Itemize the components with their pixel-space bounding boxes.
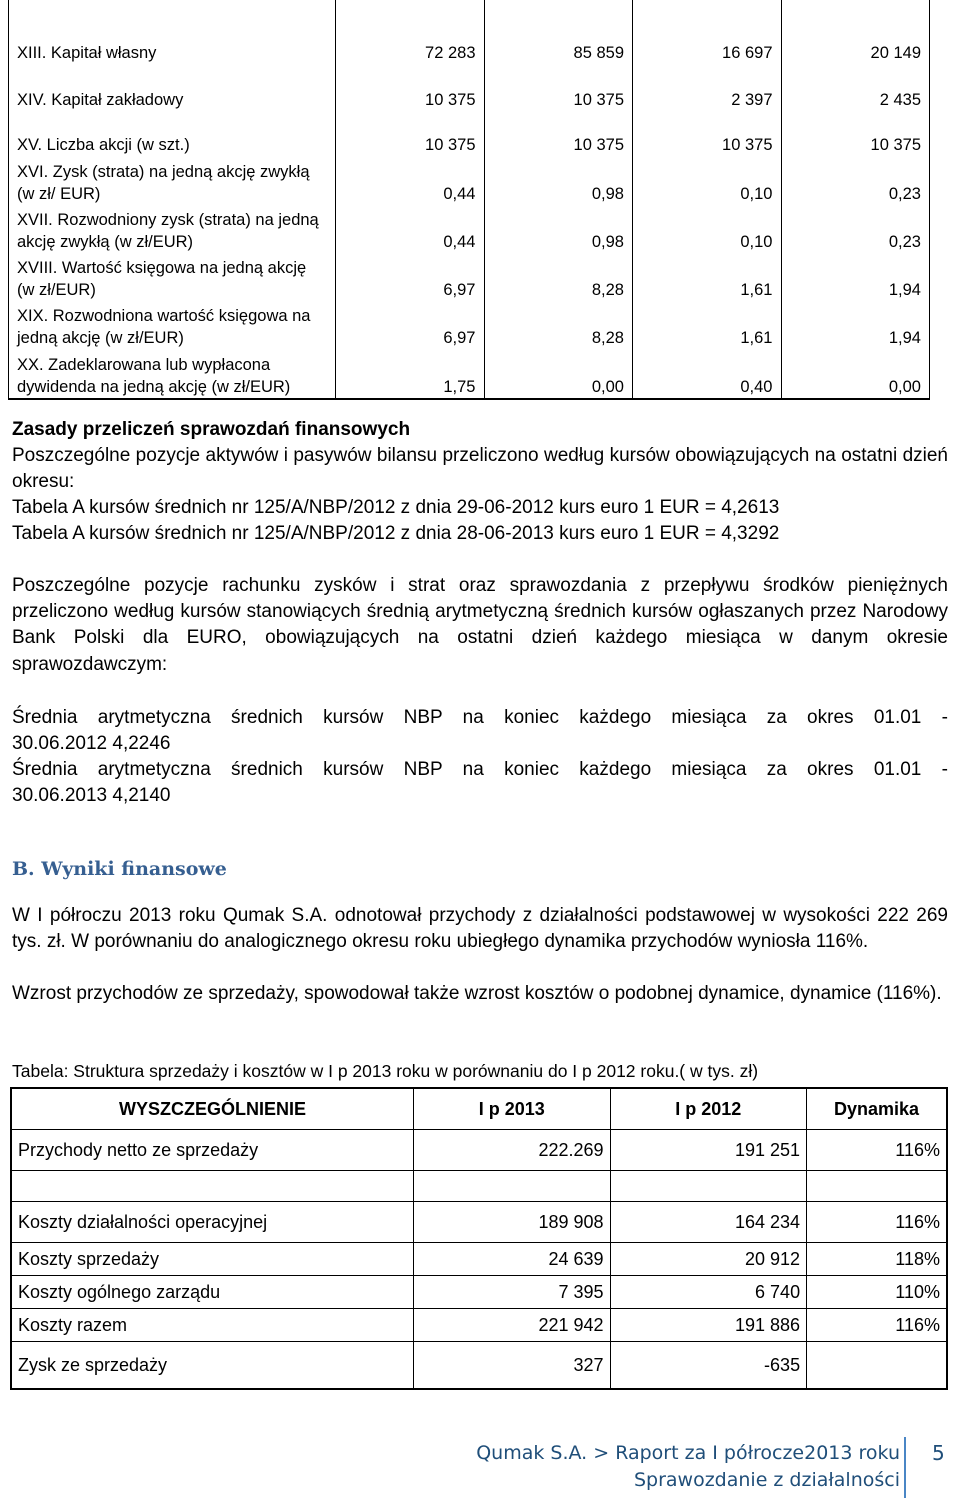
cell-value: 0,44 bbox=[336, 156, 485, 205]
row-label: XVIII. Wartość księgowa na jedną akcję (w zł/EUR) bbox=[9, 253, 336, 301]
table-row bbox=[9, 205, 930, 253]
cell-value: 221 942 bbox=[413, 1309, 610, 1342]
zasady-heading: Zasady przeliczeń sprawozdań finansowych bbox=[12, 419, 411, 440]
exchange-table-1: Tabela A kursów średnich nr 125/A/NBP/2012 z dnia 29-06-2012 kurs euro 1 EUR = 4,2613 bbox=[12, 497, 780, 518]
cell-value: 327 bbox=[413, 1342, 610, 1390]
cell-value: 8,28 bbox=[484, 253, 633, 301]
row-label: Koszty ogólnego zarządu bbox=[11, 1276, 413, 1309]
table-row bbox=[9, 301, 930, 349]
cell-value: 0,23 bbox=[781, 156, 930, 205]
table-row bbox=[11, 1130, 947, 1171]
cell-value: 0,00 bbox=[484, 349, 633, 399]
cell-value: 0,40 bbox=[633, 349, 782, 399]
cell-value: 20 149 bbox=[781, 0, 930, 64]
average-rate-2-line: Średnia arytmetyczna średnich kursów NBP na koniec każdego miesiąca za okres 01.01 - bbox=[12, 759, 948, 780]
footer-section-title: Sprawozdanie z działalności bbox=[633, 1469, 900, 1491]
column-header: WYSZCZEGÓLNIENIE bbox=[11, 1088, 413, 1130]
row-label: Koszty sprzedaży bbox=[11, 1243, 413, 1276]
row-label: XIX. Rozwodniona wartość księgowa na jedną akcję (w zł/EUR) bbox=[9, 301, 336, 349]
cell-value: 2 397 bbox=[633, 64, 782, 111]
table-row bbox=[11, 1276, 947, 1309]
column-header: I p 2012 bbox=[610, 1088, 807, 1130]
cell-value: 0,44 bbox=[336, 205, 485, 253]
cell-value: 1,61 bbox=[633, 253, 782, 301]
cell-value: 0,98 bbox=[484, 156, 633, 205]
exchange-table-2: Tabela A kursów średnich nr 125/A/NBP/2012 z dnia 28-06-2013 kurs euro 1 EUR = 4,3292 bbox=[12, 523, 780, 544]
table-row bbox=[11, 1202, 947, 1243]
page-footer bbox=[476, 1440, 900, 1494]
table-row bbox=[9, 156, 930, 205]
cell-value: 116% bbox=[807, 1130, 947, 1171]
page-number: 5 bbox=[932, 1441, 945, 1465]
cell-value: 10 375 bbox=[336, 111, 485, 156]
zasady-paragraph-2: Poszczególne pozycje rachunku zysków i strat oraz sprawozdania z przepływu środków pieniężnych przeliczono według kursów stanowiących średnią arytmetyczną średnich kursów ogłaszanych przez Narodowy Bank Polski dla EURO, obowiązujących na ostatni dzień każdego miesiąca w danym okresie sprawozdawczym: bbox=[12, 575, 948, 675]
row-label: XIV. Kapitał zakładowy bbox=[9, 64, 336, 111]
cell-value: 6 740 bbox=[610, 1276, 807, 1309]
row-label: XVII. Rozwodniony zysk (strata) na jedną akcję zwykłą (w zł/EUR) bbox=[9, 205, 336, 253]
cell-value: 72 283 bbox=[336, 0, 485, 64]
cell-value: 1,94 bbox=[781, 301, 930, 349]
cell-value: 110% bbox=[807, 1276, 947, 1309]
table-row bbox=[9, 64, 930, 111]
zasady-paragraph-1: Poszczególne pozycje aktywów i pasywów bilansu przeliczono według kursów obowiązujących na ostatni dzień okresu: bbox=[12, 445, 948, 493]
row-label: Koszty działalności operacyjnej bbox=[11, 1202, 413, 1243]
cell-value: 10 375 bbox=[633, 111, 782, 156]
cell-value: 6,97 bbox=[336, 253, 485, 301]
cell-value: 24 639 bbox=[413, 1243, 610, 1276]
cell-value: 189 908 bbox=[413, 1202, 610, 1243]
cell-value: 20 912 bbox=[610, 1243, 807, 1276]
cell-value: -635 bbox=[610, 1342, 807, 1390]
row-label: XV. Liczba akcji (w szt.) bbox=[9, 111, 336, 156]
row-label: Koszty razem bbox=[11, 1309, 413, 1342]
table-row-empty bbox=[11, 1171, 947, 1202]
cell-value: 0,10 bbox=[633, 205, 782, 253]
cell-value: 2 435 bbox=[781, 64, 930, 111]
table-row bbox=[9, 111, 930, 156]
cell-value: 1,61 bbox=[633, 301, 782, 349]
results-paragraph-1: W I półroczu 2013 roku Qumak S.A. odnotował przychody z działalności podstawowej w wysokości 222 269 tys. zł. W porównaniu do analogicznego okresu roku ubiegłego dynamika przychodów wyniosła 116%. bbox=[12, 905, 948, 953]
cell-value: 0,10 bbox=[633, 156, 782, 205]
average-rate-2-value: 30.06.2013 4,2140 bbox=[12, 785, 171, 806]
cell-value: 0,23 bbox=[781, 205, 930, 253]
cell-value: 0,00 bbox=[781, 349, 930, 399]
cell-value: 116% bbox=[807, 1202, 947, 1243]
cell-value: 10 375 bbox=[484, 111, 633, 156]
footer-report-title: Qumak S.A. > Raport za I półrocze2013 roku bbox=[476, 1442, 900, 1464]
table-row bbox=[11, 1309, 947, 1342]
table-caption: Tabela: Struktura sprzedaży i kosztów w I p 2013 roku w porównaniu do I p 2012 roku.( w tys. zł) bbox=[12, 1061, 759, 1081]
column-header: Dynamika bbox=[807, 1088, 947, 1130]
cell-value: 1,75 bbox=[336, 349, 485, 399]
table-row bbox=[9, 253, 930, 301]
table-header-row bbox=[11, 1088, 947, 1130]
table-row bbox=[11, 1342, 947, 1390]
average-rate-1-value: 30.06.2012 4,2246 bbox=[12, 733, 171, 754]
cell-value: 10 375 bbox=[781, 111, 930, 156]
table-row bbox=[9, 0, 930, 64]
cell-value: 116% bbox=[807, 1309, 947, 1342]
row-label: XVI. Zysk (strata) na jedną akcję zwykłą (w zł/ EUR) bbox=[9, 156, 336, 205]
cell-value bbox=[807, 1342, 947, 1390]
table-row bbox=[9, 349, 930, 399]
cell-value: 191 886 bbox=[610, 1309, 807, 1342]
summary-table bbox=[8, 0, 930, 400]
average-rate-1-line: Średnia arytmetyczna średnich kursów NBP na koniec każdego miesiąca za okres 01.01 - bbox=[12, 707, 948, 728]
financial-table bbox=[10, 1087, 948, 1390]
cell-value: 85 859 bbox=[484, 0, 633, 64]
row-label: XX. Zadeklarowana lub wypłacona dywidenda na jedną akcję (w zł/EUR) bbox=[9, 349, 336, 399]
cell-value: 10 375 bbox=[484, 64, 633, 111]
results-paragraph-2: Wzrost przychodów ze sprzedaży, spowodował także wzrost kosztów o podobnej dynamice, dynamice (116%). bbox=[12, 983, 942, 1004]
cell-value: 16 697 bbox=[633, 0, 782, 64]
row-label: Zysk ze sprzedaży bbox=[11, 1342, 413, 1390]
cell-value: 10 375 bbox=[336, 64, 485, 111]
cell-value: 222.269 bbox=[413, 1130, 610, 1171]
cell-value: 118% bbox=[807, 1243, 947, 1276]
column-header: I p 2013 bbox=[413, 1088, 610, 1130]
table-row bbox=[11, 1243, 947, 1276]
row-label: Przychody netto ze sprzedaży bbox=[11, 1130, 413, 1171]
cell-value: 164 234 bbox=[610, 1202, 807, 1243]
cell-value: 0,98 bbox=[484, 205, 633, 253]
cell-value: 191 251 bbox=[610, 1130, 807, 1171]
cell-value: 1,94 bbox=[781, 253, 930, 301]
section-title: B. Wyniki finansowe bbox=[12, 858, 227, 880]
row-label: XIII. Kapitał własny bbox=[9, 0, 336, 64]
cell-value: 7 395 bbox=[413, 1276, 610, 1309]
cell-value: 8,28 bbox=[484, 301, 633, 349]
cell-value: 6,97 bbox=[336, 301, 485, 349]
